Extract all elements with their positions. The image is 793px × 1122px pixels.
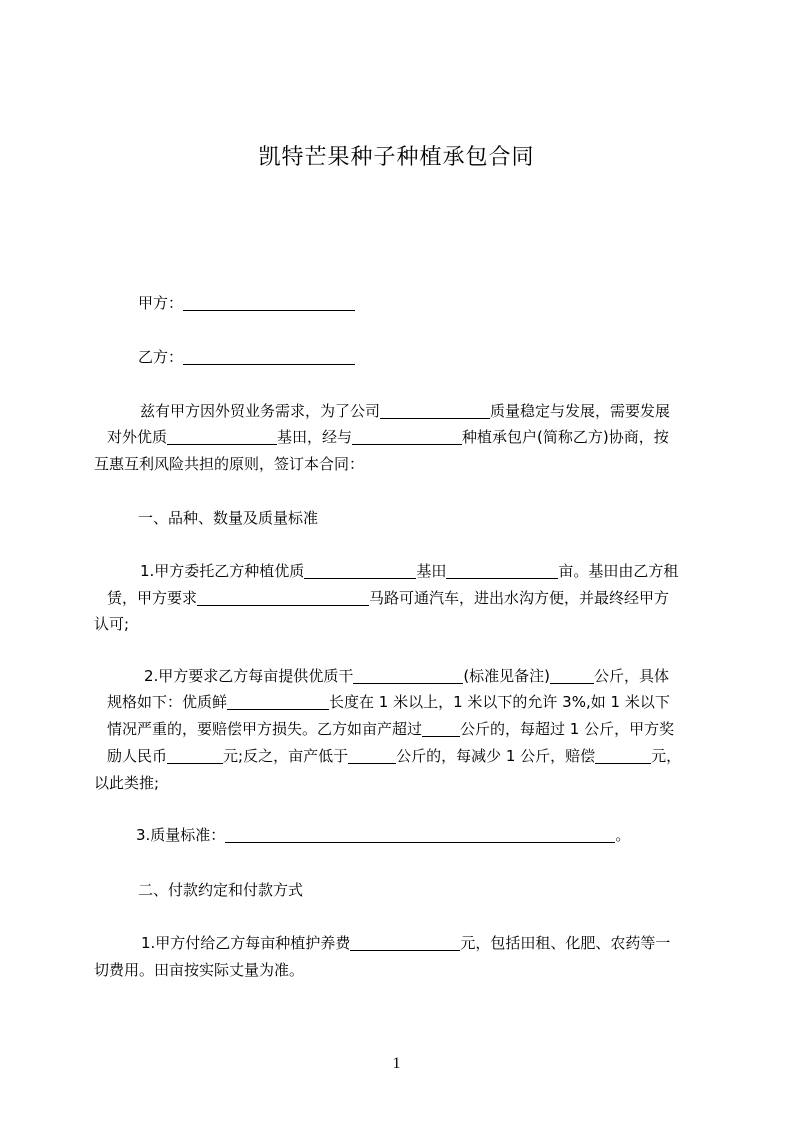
over-yield-blank[interactable] bbox=[422, 722, 460, 737]
item-text: 公斤，具体 bbox=[594, 667, 670, 685]
party-b-blank[interactable] bbox=[183, 350, 355, 365]
item-text: 亩。基田由乙方租 bbox=[558, 562, 679, 580]
section-2-heading: 二、付款约定和付款方式 bbox=[138, 881, 304, 899]
pay-1-line-1 bbox=[141, 932, 751, 953]
item-text: 赁，甲方要求 bbox=[107, 589, 198, 607]
item-text: 1.甲方付给乙方每亩种植护养费 bbox=[141, 934, 351, 952]
item-2-line-1 bbox=[144, 665, 754, 686]
item-text: 2.甲方要求乙方每亩提供优质干 bbox=[144, 667, 354, 685]
item-text: (标准见备注) bbox=[463, 667, 551, 685]
dry-product-blank[interactable] bbox=[353, 669, 463, 684]
section-1-heading: 一、品种、数量及质量标准 bbox=[138, 509, 319, 527]
page-number: 1 bbox=[392, 1055, 401, 1072]
item-text: 马路可通汽车，进出水沟方便，并最终经甲方 bbox=[369, 589, 670, 607]
quality-standard-blank[interactable] bbox=[225, 828, 615, 843]
quality-blank[interactable] bbox=[167, 430, 277, 445]
item-2-line-3 bbox=[107, 718, 717, 739]
reward-blank[interactable] bbox=[167, 749, 223, 764]
item-text: 元， bbox=[651, 747, 682, 765]
party-a-blank[interactable] bbox=[183, 296, 355, 311]
yield-kg-blank[interactable] bbox=[550, 669, 594, 684]
item-text: 。 bbox=[615, 826, 631, 844]
item-1-line-2 bbox=[107, 587, 717, 608]
intro-line-1 bbox=[140, 400, 750, 421]
grower-blank[interactable] bbox=[352, 430, 462, 445]
item-text: 基田 bbox=[416, 562, 447, 580]
intro-text: 基田，经与 bbox=[277, 428, 353, 446]
requirement-blank[interactable] bbox=[197, 591, 369, 606]
intro-text: 对外优质 bbox=[107, 428, 168, 446]
item-text: 元，包括田租、化肥、农药等一 bbox=[460, 934, 671, 952]
penalty-blank[interactable] bbox=[595, 749, 651, 764]
intro-text: 互惠互利风险共担的原则，签订本合同： bbox=[94, 455, 365, 473]
item-text: 公斤的，每减少 1 公斤，赔偿 bbox=[396, 747, 596, 765]
item-text: 励人民币 bbox=[107, 747, 168, 765]
intro-text: 兹有甲方因外贸业务需求，为了公司 bbox=[140, 402, 381, 420]
item-text: 长度在 1 米以上，1 米以下的允许 3%,如 1 米以下 bbox=[329, 693, 670, 711]
party-b-line bbox=[138, 346, 748, 367]
item-1-line-3 bbox=[94, 613, 704, 634]
item-text: 公斤的，每超过 1 公斤，甲方奖 bbox=[460, 720, 675, 738]
item-text: 1.甲方委托乙方种植优质 bbox=[140, 562, 305, 580]
party-b-label: 乙方： bbox=[138, 348, 184, 366]
item-text: 认可; bbox=[94, 615, 130, 633]
area-blank[interactable] bbox=[446, 564, 558, 579]
under-yield-blank[interactable] bbox=[348, 749, 396, 764]
item-2-line-4 bbox=[107, 745, 717, 766]
item-2-line-5 bbox=[94, 772, 704, 793]
party-a-line bbox=[138, 292, 748, 313]
fresh-product-blank[interactable] bbox=[227, 695, 329, 710]
page-title: 凯特芒果种子种植承包合同 bbox=[258, 145, 535, 170]
party-a-label: 甲方： bbox=[138, 294, 184, 312]
intro-text: 质量稳定与发展，需要发展 bbox=[490, 402, 671, 420]
item-text: 情况严重的，要赔偿甲方损失。乙方如亩产超过 bbox=[107, 720, 423, 738]
company-blank[interactable] bbox=[380, 404, 490, 419]
fee-blank[interactable] bbox=[350, 936, 460, 951]
variety-blank[interactable] bbox=[304, 564, 416, 579]
item-text: 切费用。田亩按实际丈量为准。 bbox=[94, 961, 305, 979]
item-text: 元;反之，亩产低于 bbox=[223, 747, 349, 765]
intro-line-3 bbox=[94, 453, 704, 474]
pay-1-line-2 bbox=[94, 959, 704, 980]
item-2-line-2 bbox=[107, 691, 717, 712]
intro-text: 种植承包户(简称乙方)协商，按 bbox=[462, 428, 669, 446]
item-text: 以此类推; bbox=[94, 774, 160, 792]
item-text: 规格如下：优质鲜 bbox=[107, 693, 228, 711]
item-3-line bbox=[136, 824, 746, 845]
intro-line-2 bbox=[107, 426, 717, 447]
item-text: 3.质量标准： bbox=[136, 826, 226, 844]
item-1-line-1 bbox=[140, 560, 750, 581]
